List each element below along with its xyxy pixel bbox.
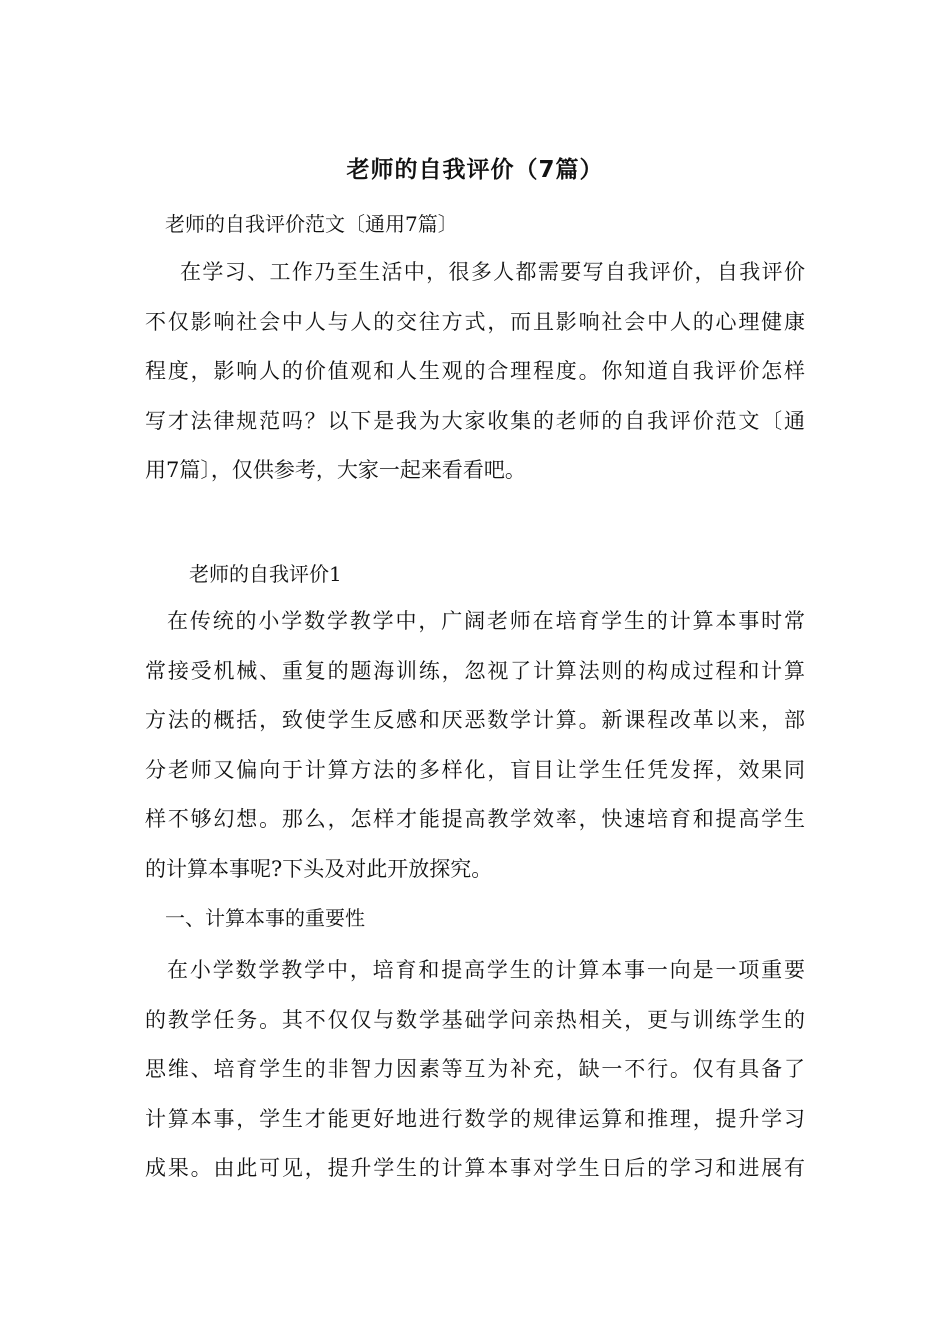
section1-paragraph	[145, 597, 805, 895]
paragraph-line: 样不够幻想。那么，怎样才能提高教学效率，快速培育和提高学生	[145, 807, 805, 832]
paragraph-line: 思维、培育学生的非智力因素等互为补充，缺一不行。仅有具备了	[145, 1057, 805, 1082]
paragraph-line: 分老师又偏向于计算方法的多样化，盲目让学生任凭发挥，效果同	[145, 757, 805, 782]
paragraph-line: 在小学数学教学中，培育和提高学生的计算本事一向是一项重要	[167, 958, 805, 982]
paragraph-line: 不仅影响社会中人与人的交往方式，而且影响社会中人的心理健康	[145, 309, 805, 334]
section-heading: 老师的自我评价1	[189, 562, 342, 586]
section-subheading: 一、计算本事的重要性	[165, 906, 365, 930]
paragraph-line: 的教学任务。其不仅仅与数学基础学问亲热相关，更与训练学生的	[145, 1007, 805, 1032]
paragraph-line: 方法的概括，致使学生反感和厌恶数学计算。新课程改革以来，部	[145, 708, 805, 733]
paragraph-line: 计算本事，学生才能更好地进行数学的规律运算和推理，提升学习	[145, 1106, 805, 1131]
document-title: 老师的自我评价（7篇）	[346, 157, 604, 183]
paragraph-line: 成果。由此可见，提升学生的计算本事对学生日后的学习和进展有	[145, 1156, 805, 1181]
document-subtitle: 老师的自我评价范文〔通用7篇〕	[165, 212, 458, 236]
intro-paragraph	[145, 248, 805, 496]
paragraph-line: 用7篇〕，仅供参考，大家一起来看看吧。	[145, 458, 526, 483]
section2-paragraph	[145, 946, 805, 1194]
paragraph-line: 的计算本事呢?下头及对此开放探究。	[145, 856, 493, 881]
paragraph-line: 在学习、工作乃至生活中，很多人都需要写自我评价，自我评价	[180, 260, 805, 284]
paragraph-line: 写才法律规范吗？以下是我为大家收集的老师的自我评价范文〔通	[145, 408, 805, 433]
paragraph-line: 常接受机械、重复的题海训练，忽视了计算法则的构成过程和计算	[145, 658, 805, 683]
paragraph-line: 程度，影响人的价值观和人生观的合理程度。你知道自我评价怎样	[145, 359, 805, 384]
paragraph-line: 在传统的小学数学教学中，广阔老师在培育学生的计算本事时常	[167, 609, 805, 633]
